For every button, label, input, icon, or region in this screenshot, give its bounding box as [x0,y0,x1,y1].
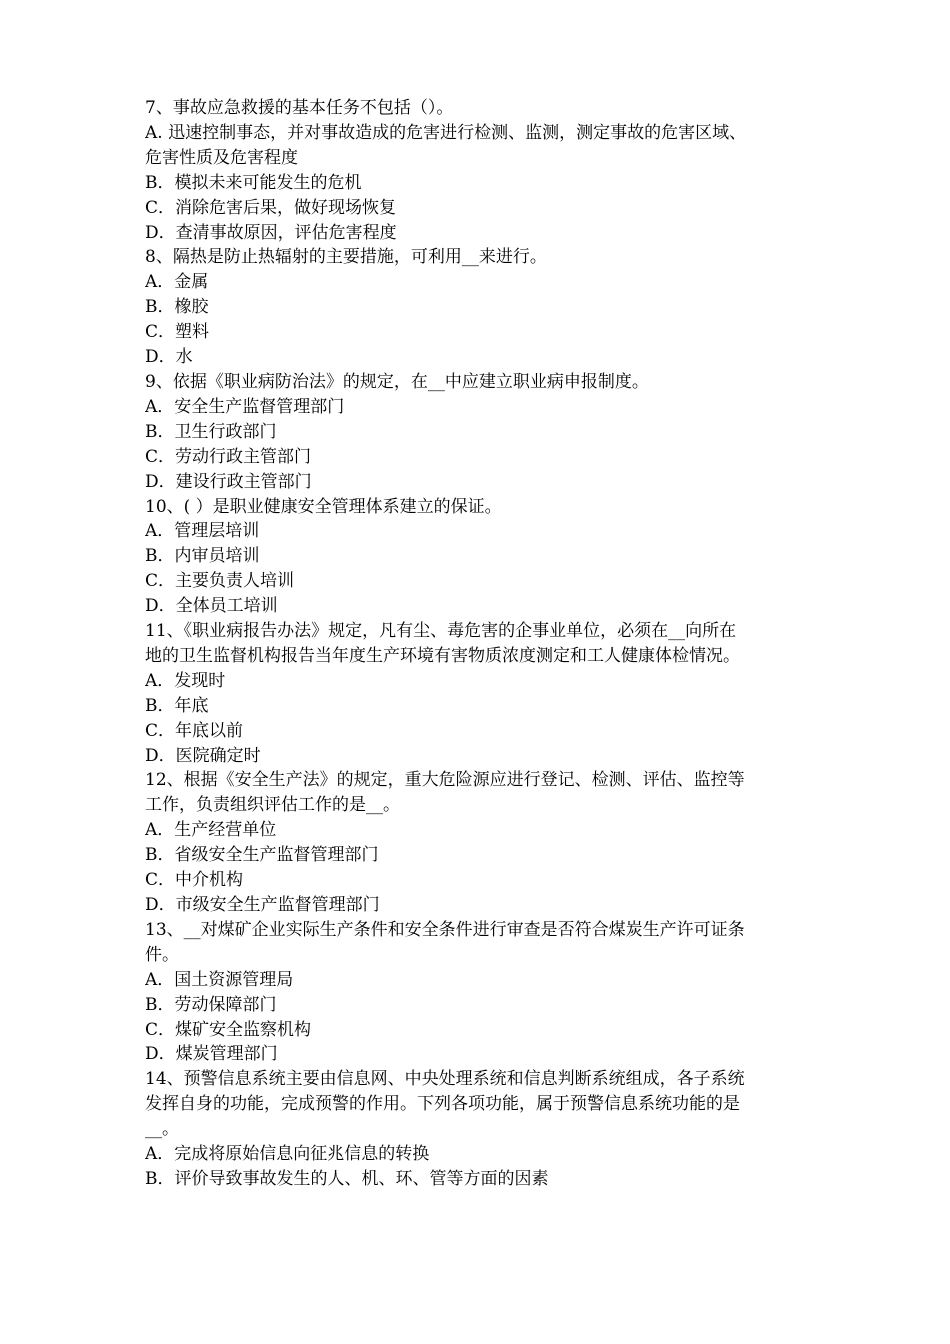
option-c: C．煤矿安全监察机构 [145,1019,312,1040]
question-text: 13、__对煤矿企业实际生产条件和安全条件进行审查是否符合煤炭生产许可证条 [145,919,745,940]
option-b: B．模拟未来可能发生的危机 [145,172,362,193]
question-text-continuation: 地的卫生监督机构报告当年度生产环境有害物质浓度测定和工人健康体检情况。 [145,645,740,666]
option-c: C．劳动行政主管部门 [145,446,312,467]
option-d: D．市级安全生产监督管理部门 [145,895,380,915]
option-d: D．煤炭管理部门 [145,1044,278,1065]
question-text: 8、隔热是防止热辐射的主要措施，可利用__来进行。 [145,247,547,268]
question-text-continuation: 件。 [145,944,179,965]
option-c: C．年底以前 [145,720,244,741]
option-d: D．医院确定时 [145,745,261,766]
option-a: A．金属 [145,272,209,293]
option-c: C．塑料 [145,322,210,343]
option-b: B．评价导致事故发生的人、机、环、管等方面的因素 [145,1168,549,1189]
option-a-continuation: 危害性质及危害程度 [145,147,298,168]
option-d: D．水 [145,347,193,368]
question-8 [145,245,817,370]
question-text-continuation-2: __。 [145,1119,179,1140]
document-page [145,96,817,1192]
option-a: A. 迅速控制事态，并对事故造成的危害进行检测、监测，测定事故的危害区域、 [145,122,747,143]
question-13 [145,918,817,1067]
option-a: A．发现时 [145,670,226,691]
question-14 [145,1067,817,1192]
question-text-continuation: 工作，负责组织评估工作的是__。 [145,795,400,816]
option-d: D．查清事故原因，评估危害程度 [145,222,397,243]
question-text-continuation: 发挥自身的功能，完成预警的作用。下列各项功能，属于预警信息系统功能的是 [145,1094,740,1115]
question-7 [145,96,817,245]
option-b: B．内审员培训 [145,546,260,567]
question-text: 7、事故应急救援的基本任务不包括（）。 [145,98,454,118]
question-12 [145,768,817,917]
question-9 [145,370,817,495]
option-a: A．生产经营单位 [145,820,277,841]
option-c: C．主要负责人培训 [145,571,295,592]
question-11 [145,619,817,768]
option-b: B．劳动保障部门 [145,994,277,1015]
option-a: A．完成将原始信息向征兆信息的转换 [145,1144,430,1165]
option-d: D．全体员工培训 [145,596,278,617]
option-b: B．省级安全生产监督管理部门 [145,845,379,866]
option-c: C．中介机构 [145,870,244,891]
option-b: B．橡胶 [145,297,209,318]
question-10 [145,495,817,620]
question-text: 9、依据《职业病防治法》的规定，在__中应建立职业病申报制度。 [145,371,649,392]
option-c: C．消除危害后果，做好现场恢复 [145,197,397,218]
question-text: 11、《职业病报告办法》规定，凡有尘、毒危害的企事业单位，必须在__向所在 [145,621,737,642]
question-text: 14、预警信息系统主要由信息网、中央处理系统和信息判断系统组成，各子系统 [145,1069,745,1090]
option-a: A．安全生产监督管理部门 [145,396,345,417]
option-a: A．管理层培训 [145,521,260,542]
option-b: B．卫生行政部门 [145,421,277,442]
option-b: B．年底 [145,695,209,716]
option-d: D．建设行政主管部门 [145,471,312,492]
option-a: A．国土资源管理局 [145,969,294,990]
question-text: 12、根据《安全生产法》的规定，重大危险源应进行登记、检测、评估、监控等 [145,770,745,791]
question-text: 10、( ）是职业健康安全管理体系建立的保证。 [145,496,502,517]
